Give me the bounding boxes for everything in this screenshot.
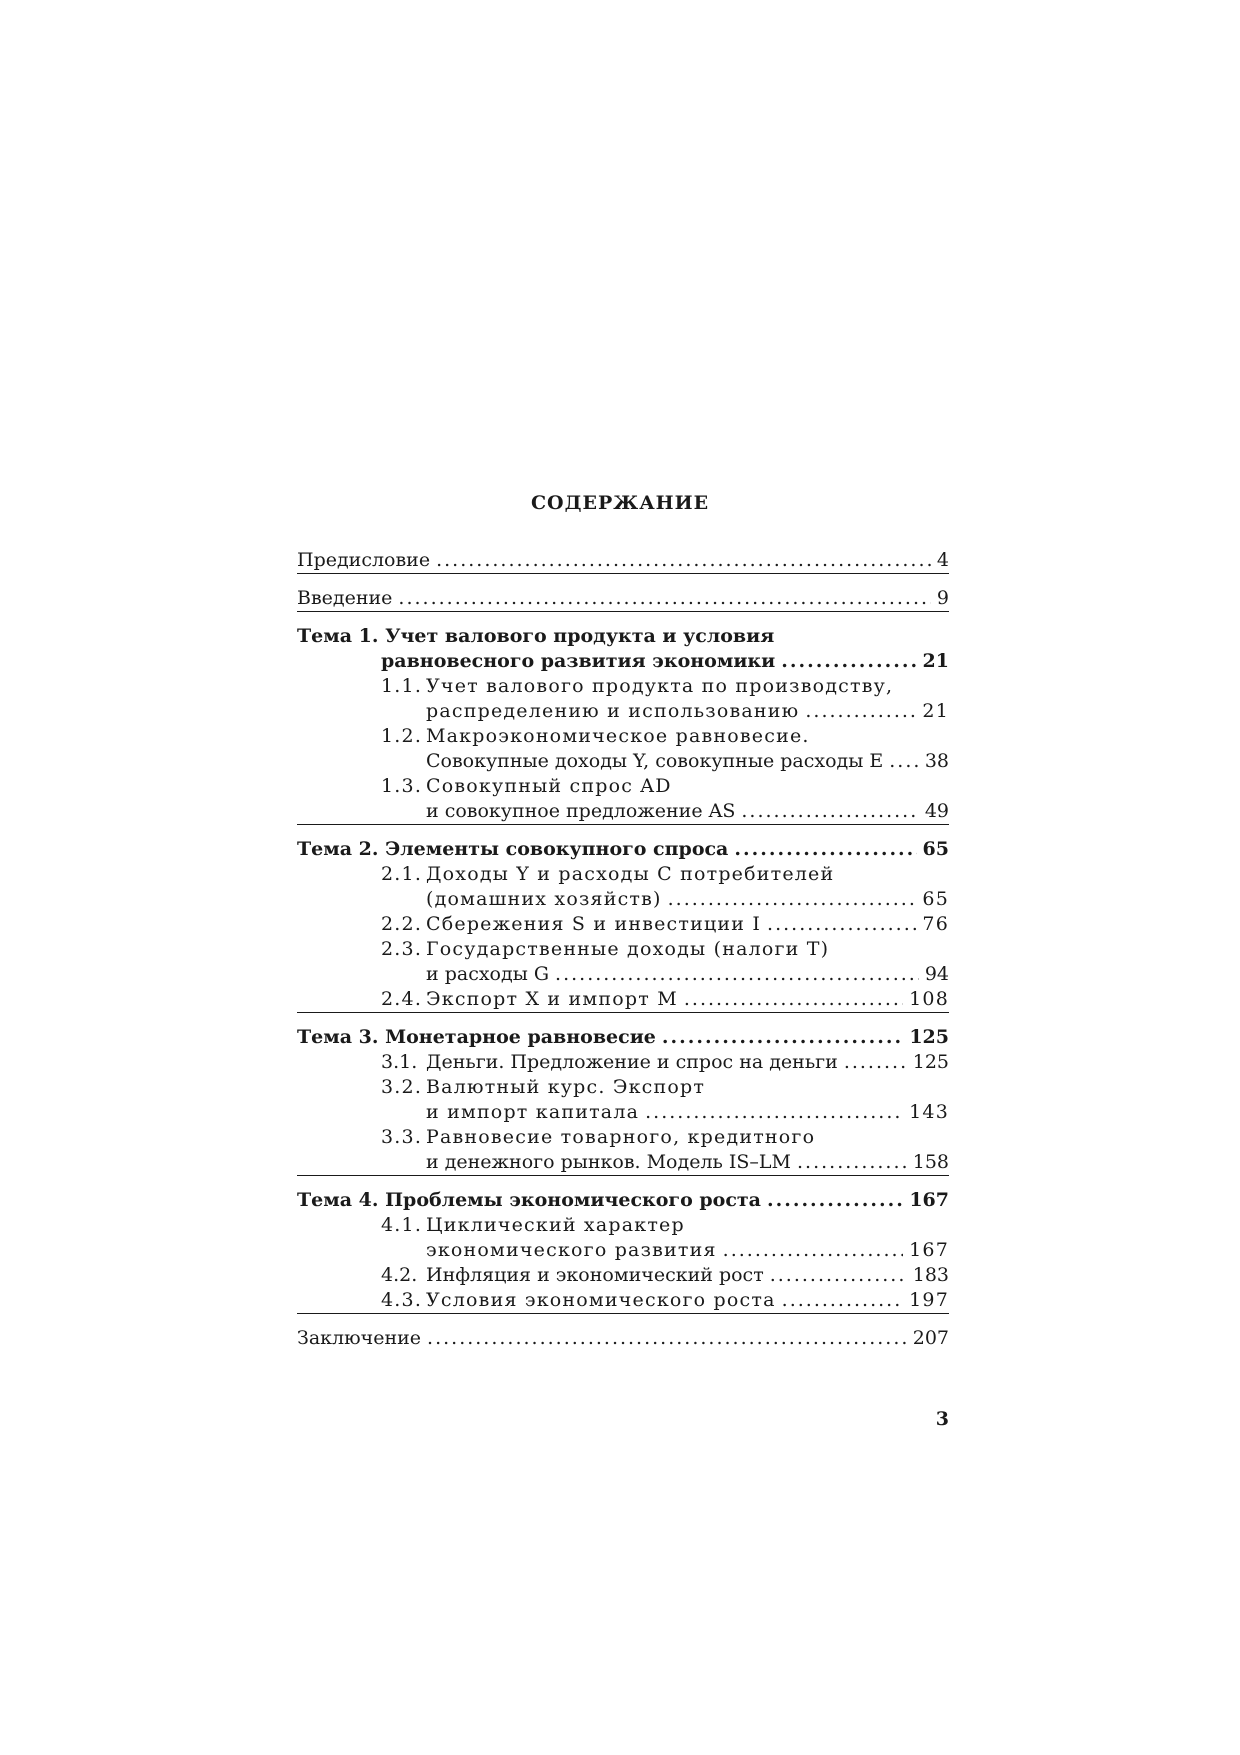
dot-leader: [781, 649, 916, 674]
toc-topic-2-title[interactable]: Тема 2. Элементы совокупного спроса ..... 65: [297, 837, 949, 862]
toc-entry-intro[interactable]: [297, 586, 949, 611]
toc-section-3-1[interactable]: 3.1. Деньги. Предложение и спрос на деньги ..... 125: [297, 1050, 949, 1075]
divider: [297, 611, 949, 612]
toc-topic-4-title[interactable]: Тема 4. Проблемы экономического роста ..... 167: [297, 1188, 949, 1213]
toc-section-4-3[interactable]: 4.3. Условия экономического роста ..... 197: [297, 1288, 949, 1313]
toc-section-3-3-cont[interactable]: и денежного рынков. Модель IS–LM ..... 158: [297, 1150, 949, 1175]
toc-section-1-2[interactable]: 1.2. Макроэкономическое равновесие.: [381, 725, 810, 747]
toc-entry-label: Заключение: [297, 1327, 422, 1349]
dot-leader: [436, 548, 931, 573]
table-of-contents: [297, 548, 949, 1351]
dot-leader: [734, 837, 916, 862]
toc-entry-preface[interactable]: [297, 548, 949, 573]
dot-leader: [844, 1050, 907, 1075]
page-number: 3: [935, 1408, 949, 1430]
toc-section-2-3[interactable]: 2.3. Государственные доходы (налоги T): [381, 938, 830, 960]
toc-entry-conclusion[interactable]: [297, 1326, 949, 1351]
divider: [297, 1175, 949, 1176]
divider: [297, 573, 949, 574]
dot-leader: [723, 1238, 903, 1263]
toc-entry-page: 4: [936, 549, 949, 571]
toc-section-4-1-cont[interactable]: экономического развития ..... 167: [297, 1238, 949, 1263]
toc-section-2-2[interactable]: 2.2. Сбережения S и инвестиции I ..... 76: [297, 912, 949, 937]
toc-section-4-1[interactable]: 4.1. Циклический характер: [381, 1214, 685, 1236]
toc-topic-1-title-cont[interactable]: равновесного развития экономики ..... 21: [297, 649, 949, 674]
toc-section-3-3[interactable]: 3.3. Равновесие товарного, кредитного: [381, 1126, 816, 1148]
toc-section-1-1-cont[interactable]: распределению и использованию ..... 21: [297, 699, 949, 724]
dot-leader: [427, 1326, 907, 1351]
dot-leader: [398, 586, 930, 611]
dot-leader: [555, 962, 919, 987]
toc-entry-label: Введение: [297, 587, 393, 609]
toc-section-3-2[interactable]: 3.2. Валютный курс. Экспорт: [381, 1076, 706, 1098]
dot-leader: [797, 1150, 907, 1175]
dot-leader: [889, 749, 919, 774]
dot-leader: [741, 799, 918, 824]
dot-leader: [770, 1263, 907, 1288]
page-title: СОДЕРЖАНИЕ: [530, 492, 710, 514]
divider: [297, 824, 949, 825]
dot-leader: [767, 912, 916, 937]
dot-leader: [645, 1100, 903, 1125]
toc-section-1-2-cont[interactable]: Совокупные доходы Y, совокупные расходы E ..... 38: [297, 749, 949, 774]
dot-leader: [805, 699, 916, 724]
toc-topic-1-title[interactable]: Тема 1. Учет валового продукта и условия: [297, 625, 775, 647]
toc-section-1-1[interactable]: 1.1. Учет валового продукта по производству,: [381, 675, 894, 697]
dot-leader: [662, 1025, 903, 1050]
toc-section-2-4[interactable]: 2.4. Экспорт X и импорт M ..... 108: [297, 987, 949, 1012]
toc-entry-page: 21: [922, 650, 949, 672]
divider: [297, 1313, 949, 1314]
toc-entry-page: 207: [912, 1327, 949, 1349]
toc-section-3-2-cont[interactable]: и импорт капитала ..... 143: [297, 1100, 949, 1125]
toc-topic-3-title[interactable]: Тема 3. Монетарное равновесие ..... 125: [297, 1025, 949, 1050]
dot-leader: [684, 987, 903, 1012]
divider: [297, 1012, 949, 1013]
dot-leader: [782, 1288, 903, 1313]
dot-leader: [668, 887, 917, 912]
toc-section-2-3-cont[interactable]: и расходы G ..... 94: [297, 962, 949, 987]
dot-leader: [767, 1188, 903, 1213]
toc-section-1-3-cont[interactable]: и совокупное предложение AS ..... 49: [297, 799, 949, 824]
toc-section-4-2[interactable]: 4.2. Инфляция и экономический рост ..... 183: [297, 1263, 949, 1288]
toc-entry-page: 9: [936, 587, 949, 609]
toc-section-2-1-cont[interactable]: (домашних хозяйств) ..... 65: [297, 887, 949, 912]
toc-section-2-1[interactable]: 2.1. Доходы Y и расходы C потребителей: [381, 863, 835, 885]
toc-section-1-3[interactable]: 1.3. Совокупный спрос AD: [381, 775, 672, 797]
toc-entry-label: Предисловие: [297, 549, 431, 571]
